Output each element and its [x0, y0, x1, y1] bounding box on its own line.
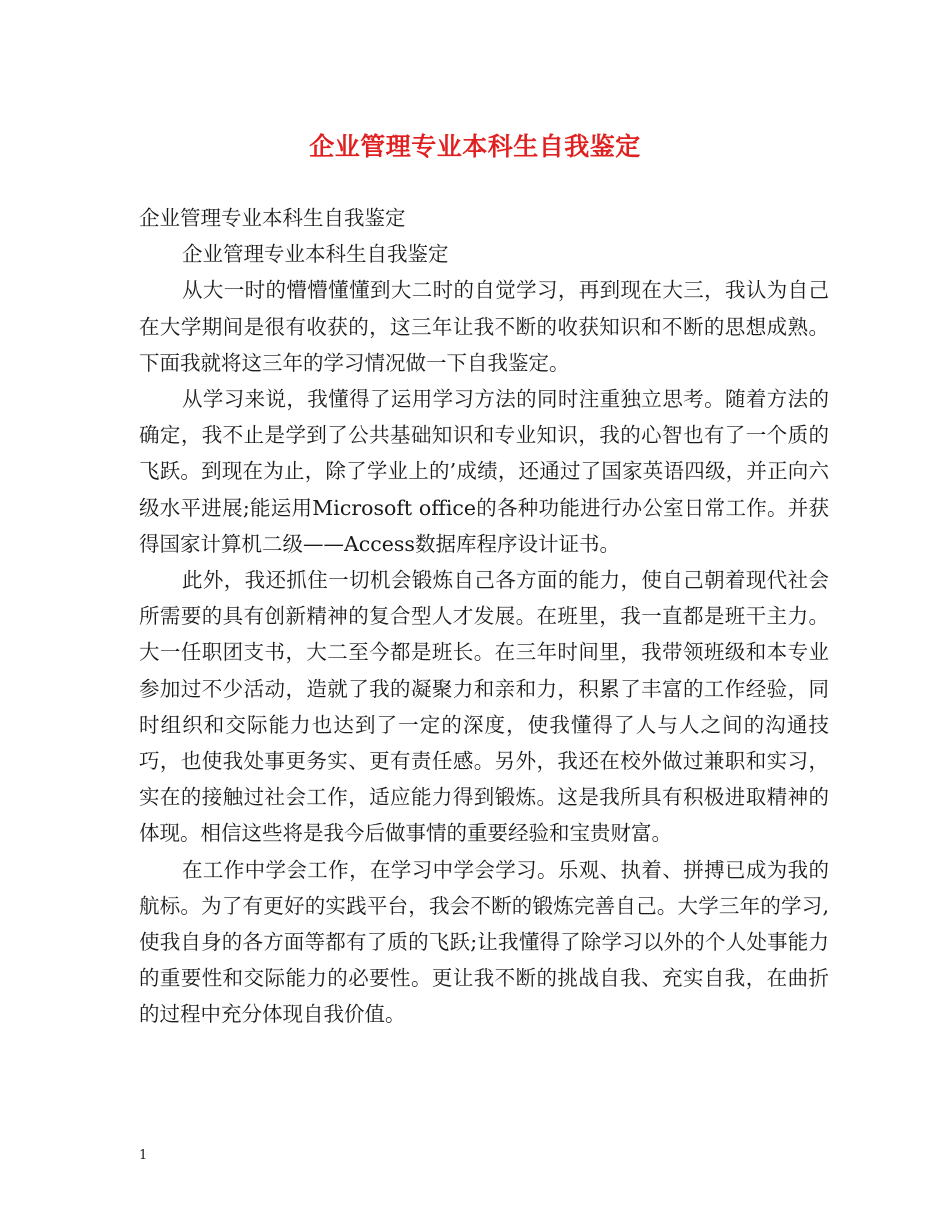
paragraph-3: 此外，我还抓住一切机会锻炼自己各方面的能力，使自己朝着现代社会所需要的具有创新精神的复合型人才发展。在班里，我一直都是班干主力。大一任职团支书，大二至今都是班长。在三年时间里，我带领班级和本专业参加过不少活动，造就了我的凝聚力和亲和力，积累了丰富的工作经验，同时组织和交际能力也达到了一定的深度，使我懂得了人与人之间的沟通技巧，也使我处事更务实、更有责任感。另外，我还在校外做过兼职和实习，实在的接触过社会工作，适应能力得到锻炼。这是我所具有积极进取精神的体现。相信这些将是我今后做事情的重要经验和宝贵财富。 [139, 568, 829, 846]
page-number: 1 [139, 1148, 148, 1163]
document-title: 企业管理专业本科生自我鉴定 [309, 132, 641, 161]
paragraph-4: 在工作中学会工作，在学习中学会学习。乐观、执着、拼搏已成为我的航标。为了有更好的实践平台，我会不断的锻炼完善自己。大学三年的学习,使我自身的各方面等都有了质的飞跃;让我懂得了除学习以外的个人处事能力的重要性和交际能力的必要性。更让我不断的挑战自我、充实自我，在曲折的过程中充分体现自我价值。 [139, 857, 829, 1027]
document-body [139, 200, 829, 1033]
subheading-line: 企业管理专业本科生自我鉴定 [182, 242, 449, 267]
heading-line: 企业管理专业本科生自我鉴定 [139, 206, 406, 230]
paragraph-1: 从大一时的懵懵懂懂到大二时的自觉学习，再到现在大三，我认为自己在大学期间是很有收获的，这三年让我不断的收获知识和不断的思想成熟。下面我就将这三年的学习情况做一下自我鉴定。 [139, 278, 829, 375]
paragraph-2: 从学习来说，我懂得了运用学习方法的同时注重独立思考。随着方法的确定，我不止是学到了公共基础知识和专业知识，我的心智也有了一个质的飞跃。到现在为止，除了学业上的’成绩，还通过了国家英语四级，并正向六级水平进展;能运用Microsoft office的各种功能进行办公室日常工作。并获得国家计算机二级——Access数据库程序设计证书。 [139, 387, 829, 556]
